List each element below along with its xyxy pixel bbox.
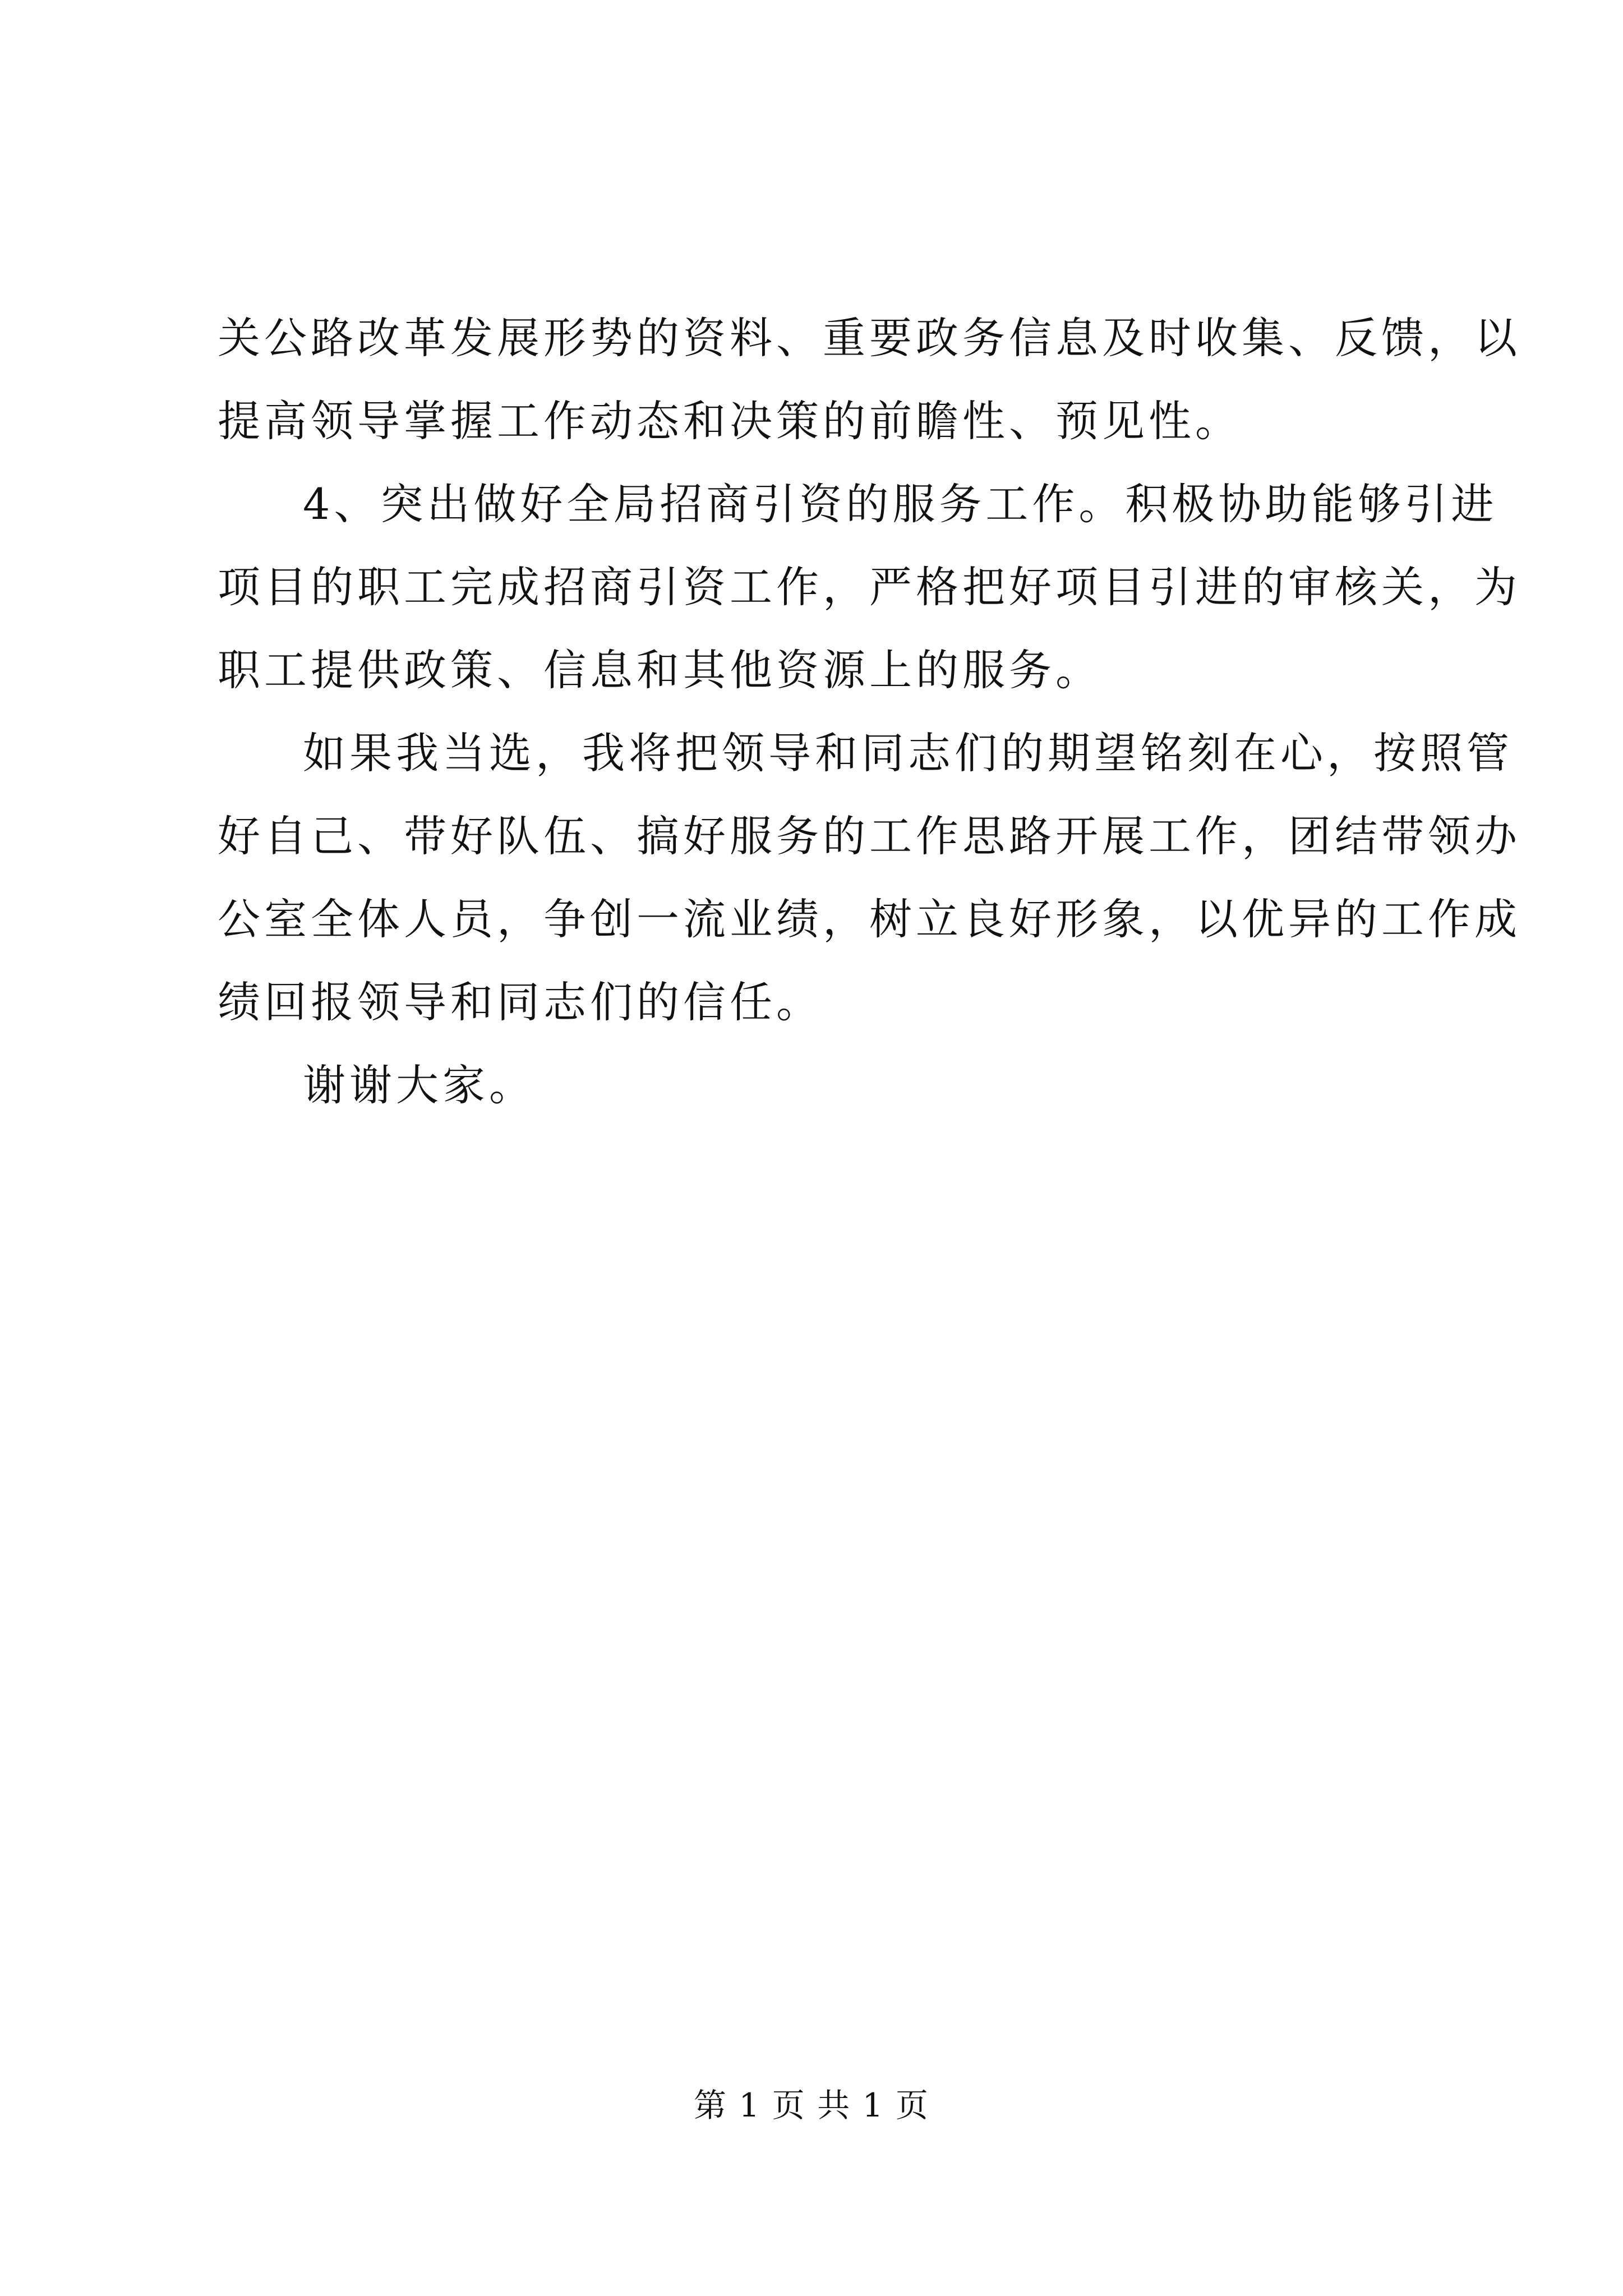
page-number-footer: 第 1 页 共 1 页 (694, 2086, 929, 2124)
body-text-line: 如果我当选，我将把领导和同志们的期望铭刻在心，按照管 (303, 728, 1513, 778)
body-text-line: 项目的职工完成招商引资工作，严格把好项目引进的审核关，为 (218, 562, 1521, 612)
body-text-line: 绩回报领导和同志们的信任。 (218, 977, 823, 1027)
body-text-line: 公室全体人员，争创一流业绩，树立良好形象，以优异的工作成 (218, 894, 1521, 944)
body-text-line: 谢谢大家。 (303, 1060, 536, 1110)
body-text-line: 提高领导掌握工作动态和决策的前瞻性、预见性。 (218, 396, 1242, 446)
body-text-line: 4、突出做好全局招商引资的服务工作。积极协助能够引进 (303, 479, 1498, 529)
body-text-line: 职工提供政策、信息和其他资源上的服务。 (218, 645, 1102, 695)
body-text-line: 好自己、带好队伍、搞好服务的工作思路开展工作，团结带领办 (218, 811, 1521, 861)
body-text-line: 关公路改革发展形势的资料、重要政务信息及时收集、反馈，以 (218, 313, 1521, 363)
